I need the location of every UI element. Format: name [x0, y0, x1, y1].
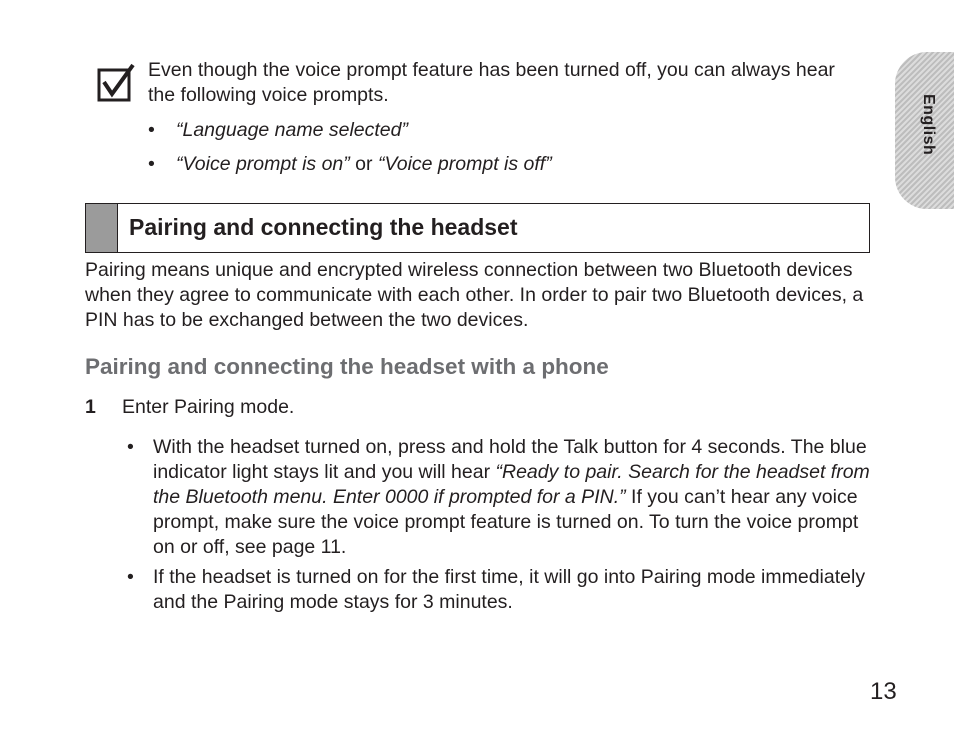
list-item-text	[153, 435, 877, 560]
step-text: Enter Pairing mode.	[122, 396, 295, 418]
note-bullet-plain: or	[349, 153, 378, 175]
note-bullet-italic: “Voice prompt is off”	[377, 153, 552, 175]
list-item-text: If the headset is turned on for the first time, it will go into Pairing mode immediately and the Pairing mode stays for 3 minutes.	[153, 566, 866, 613]
list-item-text-part: With the headset turned on, press and hold the Talk button for 4 seconds. The blue indicator light stays lit and you will hear	[153, 436, 867, 483]
section-title: Pairing and connecting the headset	[129, 214, 518, 240]
section-header	[85, 203, 870, 253]
page-number: 13	[870, 678, 897, 705]
note-bullet-italic: “Voice prompt is on”	[176, 153, 350, 175]
subheading: Pairing and connecting the headset with a phone	[85, 354, 609, 379]
bullet-dot: •	[127, 436, 134, 458]
bullet-dot: •	[148, 153, 155, 175]
list-item-text-italic: “Ready to pair. Search for the headset from the Bluetooth menu. Enter 0000 if prompted for a PIN.”	[153, 461, 870, 508]
list-item-text-part: If you can’t hear any voice prompt, make sure the voice prompt feature is turned on. To turn the voice prompt on or off, see page 11.	[153, 486, 859, 558]
checkbox-check-icon	[97, 62, 137, 104]
section-header-bar	[86, 204, 118, 252]
bullet-dot: •	[127, 566, 134, 588]
bullet-dot: •	[148, 119, 155, 141]
list-item	[127, 565, 877, 615]
intro-paragraph: Pairing means unique and encrypted wireless connection between two Bluetooth devices when they agree to communicate with each other. In order to pair two Bluetooth devices, a PIN has to be exchanged between the two devices.	[85, 259, 864, 331]
language-tab	[895, 52, 954, 209]
note-bullet-item	[148, 118, 408, 143]
list-item	[127, 435, 877, 560]
note-bullet-item	[148, 152, 552, 177]
language-tab-label: English	[920, 94, 937, 156]
note-text: Even though the voice prompt feature has been turned off, you can always hear the following voice prompts.	[148, 59, 835, 106]
step-item	[85, 395, 294, 420]
step-number: 1	[85, 396, 96, 418]
note-bullet-italic: “Language name selected”	[176, 119, 408, 141]
